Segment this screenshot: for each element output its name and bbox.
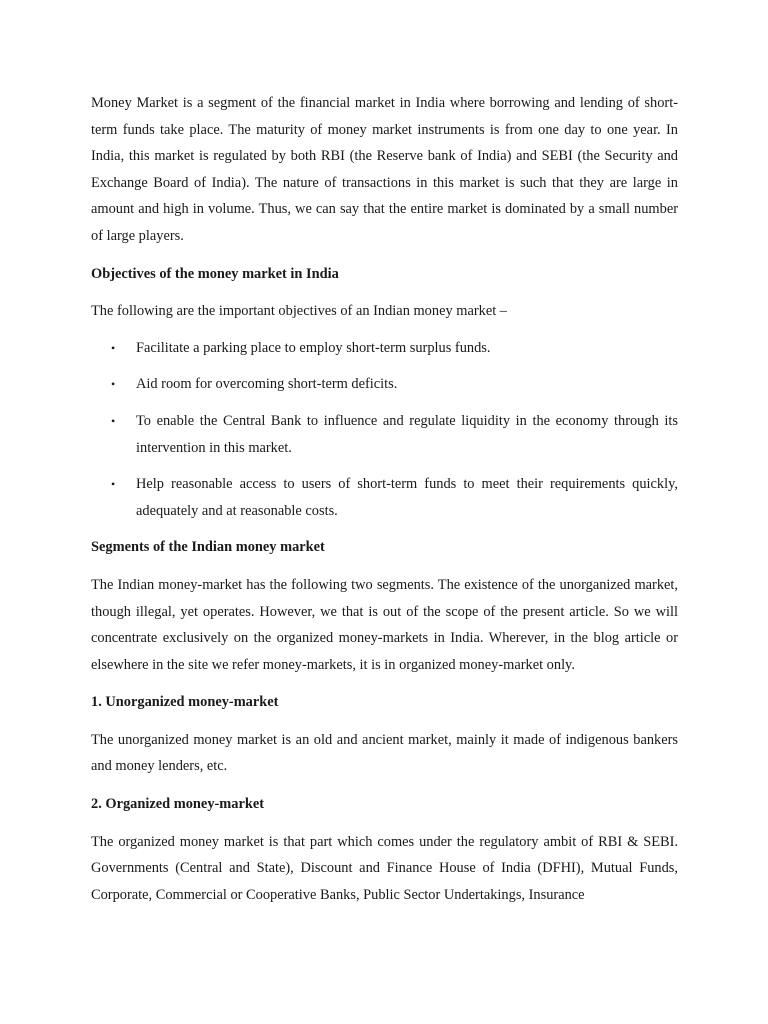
bullet-icon: • xyxy=(111,377,116,392)
list-item xyxy=(91,471,678,524)
organized-heading: 2. Organized money-market xyxy=(91,796,265,813)
unorganized-paragraph: The unorganized money market is an old and ancient market, mainly it made of indigenous bankers and money lenders, etc. xyxy=(91,731,678,775)
list-item-text: To enable the Central Bank to influence and regulate liquidity in the economy through its intervention in this market. xyxy=(136,412,678,456)
list-item xyxy=(91,371,678,398)
list-item xyxy=(91,408,678,461)
organized-paragraph: The organized money market is that part which comes under the regulatory ambit of RBI & SEBI. Governments (Central and State), Discount and Finance House of India (DFHI), Mutual Funds, Corporate, Commercial or Cooperative Banks, Public Sector Undertakings, Insurance xyxy=(91,833,678,903)
bullet-icon: • xyxy=(111,413,116,428)
objectives-lead: The following are the important objectives of an Indian money market – xyxy=(91,303,508,320)
unorganized-heading: 1. Unorganized money-market xyxy=(91,694,279,711)
objectives-list xyxy=(91,335,678,525)
objectives-heading: Objectives of the money market in India xyxy=(91,265,339,282)
bullet-icon: • xyxy=(111,477,116,492)
bullet-icon: • xyxy=(111,340,116,355)
intro-paragraph: Money Market is a segment of the financial market in India where borrowing and lending of short-term funds take place. The maturity of money market instruments is from one day to one year. In India, this market is regulated by both RBI (the Reserve bank of India) and SEBI (the Security and Exchange Board of India). The nature of transactions in this market is such that they are large in amount and high in volume. Thus, we can say that the entire market is dominated by a small number of large players. xyxy=(91,95,678,244)
segments-heading: Segments of the Indian money market xyxy=(91,539,325,556)
document-page xyxy=(91,90,678,908)
list-item-text: Aid room for overcoming short-term deficits. xyxy=(136,376,398,393)
list-item-text: Help reasonable access to users of short-term funds to meet their requirements quickly, adequately and at reasonable costs. xyxy=(136,476,678,519)
list-item-text: Facilitate a parking place to employ short-term surplus funds. xyxy=(136,339,491,356)
segments-paragraph: The Indian money-market has the following two segments. The existence of the unorganized market, though illegal, yet operates. However, we that is out of the scope of the present article. So we will concentrate exclusively on the organized money-markets in India. Wherever, in the blog article or elsewhere in the site we refer money-markets, it is in organized money-market only. xyxy=(91,576,678,673)
list-item xyxy=(91,335,678,362)
